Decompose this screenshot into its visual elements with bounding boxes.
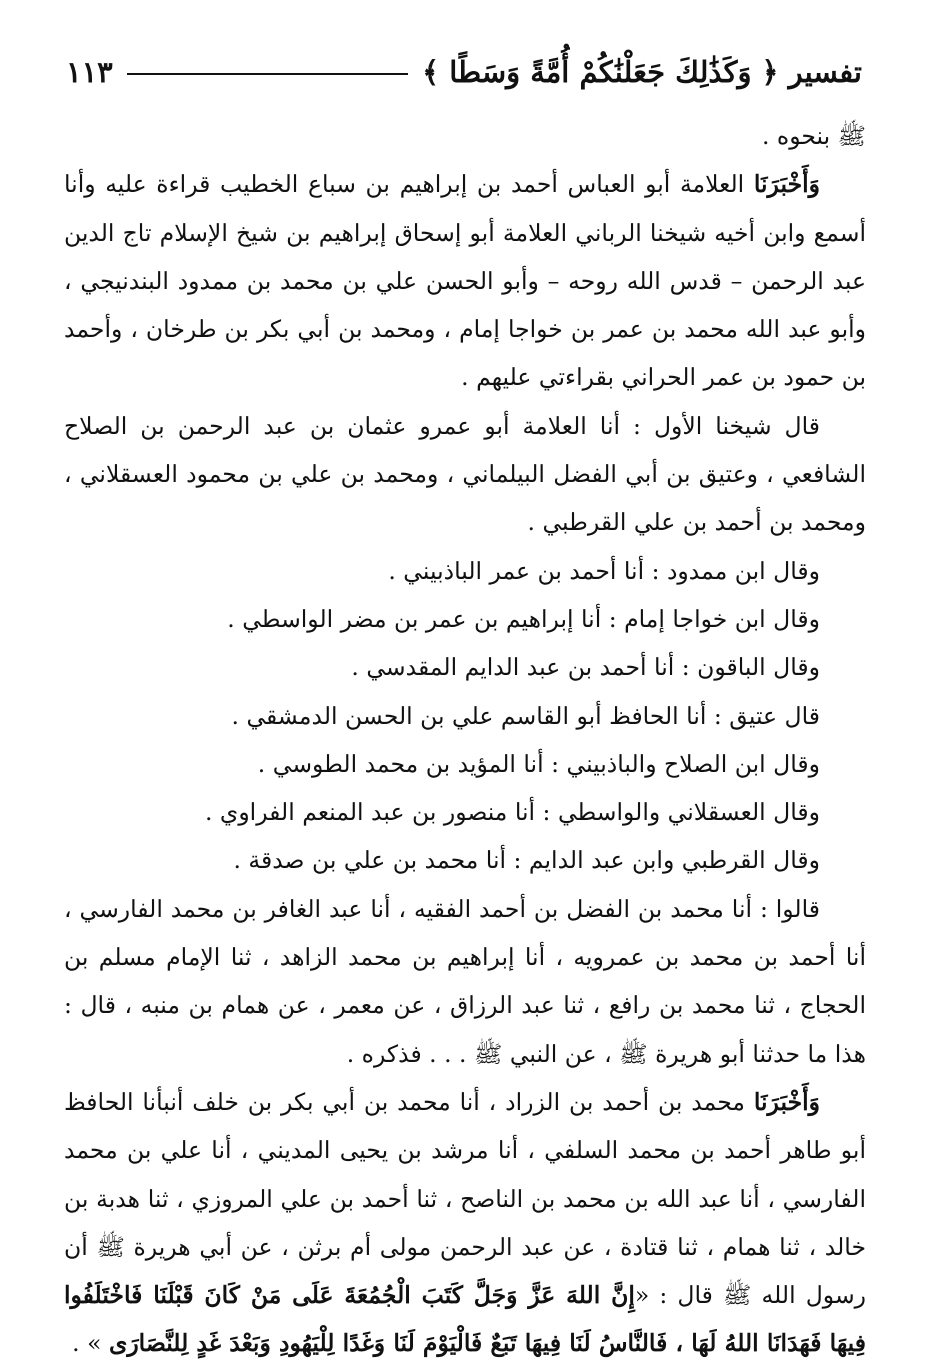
paragraph-text: وقال ابن خواجا إمام : أنا إبراهيم بن عمر بن مضر الواسطي . [227,604,820,633]
paragraph-2 [64,160,866,401]
page-header [66,44,862,100]
paragraph-text: ﷺ بنحوه . [761,122,866,150]
paragraph-9 [64,788,866,836]
paragraph-text: قالوا : أنا محمد بن الفضل بن أحمد الفقيه ، أنا عبد الغافر بن محمد الفارسي ، أنا أحمد بن محمد بن عمرويه ، أنا إبراهيم بن محمد الزاهد ، ثنا الإمام مسلم بن الحجاج ، ثنا محمد بن رافع ، ثنا عبد الرزاق ، عن معمر ، عن همام بن منبه ، قال : هذا ما حدثنا أبو هريرة ﷺ ، عن النبي ﷺ . . . فذكره . [64,894,866,1068]
paragraph-3 [64,402,866,547]
paragraph-text: العلامة أبو العباس أحمد بن إبراهيم بن سباع الخطيب قراءة عليه وأنا أسمع وابن أخيه شيخنا الرباني العلامة أبو إسحاق إبراهيم بن شيخ الإسلام تاج الدين عبد الرحمن – قدس الله روحه – وأبو الحسن علي بن محمد بن ممدود البندنيجي ، وأبو عبد الله محمد بن عمر بن خواجا إمام ، ومحمد بن أبي بكر بن طرخان ، وأحمد بن حمود بن عمر الحراني بقراءتي عليهم . [64,170,866,392]
paragraph-12 [64,1078,866,1368]
paragraph-text: وقال ابن ممدود : أنا أحمد بن عمر الباذبيني . [388,556,820,585]
paragraph-text: وقال العسقلاني والواسطي : أنا منصور بن عبد المنعم الفراوي . [204,798,820,827]
paragraph-text: وقال الباقون : أنا أحمد بن عبد الدايم المقدسي . [351,653,820,682]
paragraph-7 [64,692,866,740]
paragraph-text: وقال القرطبي وابن عبد الدايم : أنا محمد بن علي بن صدقة . [233,846,820,875]
paragraph-5 [64,595,866,643]
hadith-quote: إِنَّ اللهَ عَزَّ وَجَلَّ كَتَبَ الْجُمُعَةَ عَلَى مَنْ كَانَ قَبْلَنَا فَاخْتَلَفُوا فِيهَا فَهَدَانَا اللهُ لَهَا ، فَالنَّاسُ لَنَا فِيهَا تَبَعٌ فَالْيَوْمَ لَنَا وَغَدًا لِلْيَهُودِ وَبَعْدَ غَدٍ لِلنَّصَارَى [64,1281,866,1358]
paragraph-text: قال عتيق : أنا الحافظ أبو القاسم علي بن الحسن الدمشقي . [231,701,820,730]
page-number: ١١٣ [66,55,113,89]
paragraph-tail: » . [72,1329,109,1358]
paragraph-8 [64,740,866,788]
paragraph-10 [64,836,866,884]
paragraph-1 [64,112,866,160]
paragraph-lead: وَأَخْبَرَنَا [753,1087,820,1116]
paragraph-text: وقال ابن الصلاح والباذبيني : أنا المؤيد بن محمد الطوسي . [257,749,820,778]
paragraph-text: قال شيخنا الأول : أنا العلامة أبو عمرو عثمان بن عبد الرحمن بن الصلاح الشافعي ، وعتيق بن أبي الفضل البيلماني ، ومحمد بن علي بن محمود العسقلاني ، ومحمد بن أحمد بن علي القرطبي . [64,411,866,537]
paragraph-11 [64,885,866,1078]
paragraph-4 [64,547,866,595]
paragraph-text: محمد بن أحمد بن الزراد ، أنا محمد بن أبي بكر بن خلف أنبأنا الحافظ أبو طاهر أحمد بن محمد السلفي ، أنا مرشد بن يحيى المديني ، أنا علي بن محمد الفارسي ، أنا عبد الله بن محمد بن الناصح ، ثنا أحمد بن علي المروزي ، ثنا هدبة بن خالد ، ثنا همام ، ثنا قتادة ، عن عبد الرحمن مولى أم برثن ، عن أبي هريرة ﷺ أن رسول الله ﷺ قال : « [64,1087,866,1310]
paragraph-lead: وَأَخْبَرَنَا [753,170,820,199]
header-rule [127,73,408,75]
running-title: تفسير ﴿ وَكَذَٰلِكَ جَعَلْنَٰكُمْ أُمَّةً وَسَطًا ﴾ [422,55,862,89]
body-text [64,112,866,1368]
paragraph-6 [64,643,866,691]
